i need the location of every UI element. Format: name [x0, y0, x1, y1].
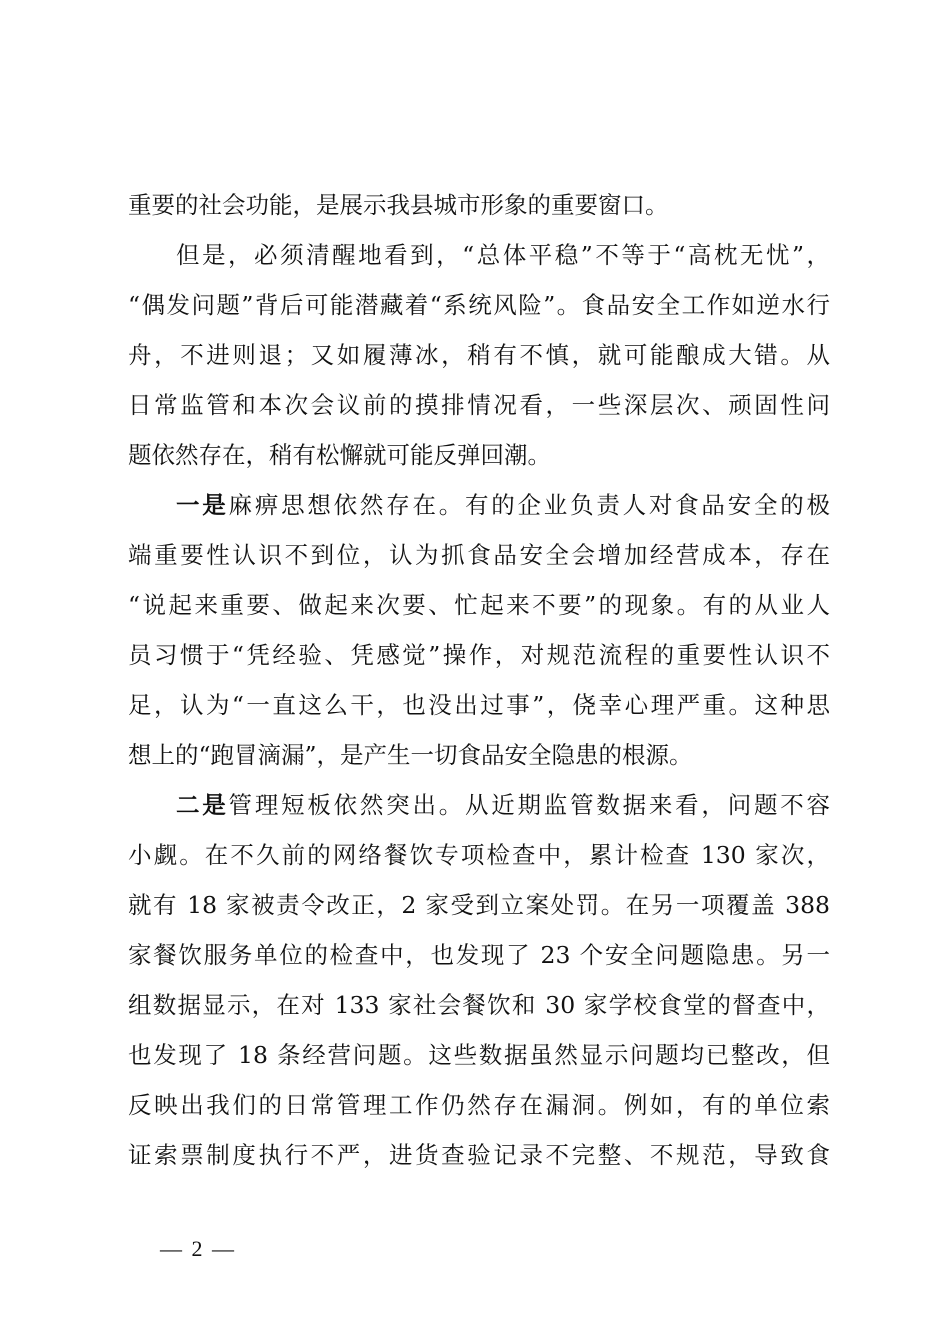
text-line — [128, 280, 830, 330]
line-text: 反映出我们的日常管理工作仍然存在漏洞。例如，有的单位索 — [128, 1091, 830, 1119]
line-text: 组数据显示，在对 133 家社会餐饮和 30 家学校食堂的督查中， — [128, 991, 830, 1019]
line-text: 端重要性认识不到位，认为抓食品安全会增加经营成本，存在 — [128, 541, 830, 569]
text-line — [128, 180, 830, 230]
line-text: 题依然存在，稍有松懈就可能反弹回潮。 — [128, 441, 551, 469]
text-line — [128, 780, 830, 830]
text-line — [128, 230, 830, 280]
line-text: 重要的社会功能，是展示我县城市形象的重要窗口。 — [128, 191, 669, 219]
line-text: 员习惯于“凭经验、凭感觉”操作，对规范流程的重要性认识不 — [128, 641, 830, 669]
line-text: “说起来重要、做起来次要、忙起来不要”的现象。有的从业人 — [128, 591, 830, 619]
line-text: 小觑。在不久前的网络餐饮专项检查中，累计检查 130 家次， — [128, 841, 830, 869]
text-line — [128, 680, 830, 730]
line-text: 但是，必须清醒地看到，“总体平稳”不等于“高枕无忧”， — [176, 241, 830, 269]
line-text: 麻痹思想依然存在。有的企业负责人对食品安全的极 — [228, 491, 831, 519]
line-text: 想上的“跑冒滴漏”，是产生一切食品安全隐患的根源。 — [128, 741, 693, 769]
line-text: 也发现了 18 条经营问题。这些数据虽然显示问题均已整改，但 — [128, 1041, 830, 1069]
paragraph — [128, 780, 830, 1180]
text-line — [128, 1080, 830, 1130]
line-text: “偶发问题”背后可能潜藏着“系统风险”。食品安全工作如逆水行 — [128, 291, 830, 319]
text-line — [128, 1130, 830, 1180]
line-text: 管理短板依然突出。从近期监管数据来看，问题不容 — [228, 791, 831, 819]
text-line — [128, 530, 830, 580]
line-text: 足，认为“一直这么干，也没出过事”，侥幸心理严重。这种思 — [128, 691, 830, 719]
paragraph — [128, 230, 830, 480]
text-line — [128, 730, 830, 780]
text-line — [128, 930, 830, 980]
line-text: 家餐饮服务单位的检查中，也发现了 23 个安全问题隐患。另一 — [128, 941, 830, 969]
document-body — [128, 180, 830, 1180]
text-line — [128, 630, 830, 680]
line-text: 就有 18 家被责令改正，2 家受到立案处罚。在另一项覆盖 388 — [128, 891, 830, 919]
paragraph — [128, 180, 830, 230]
text-line — [128, 430, 830, 480]
text-line — [128, 330, 830, 380]
text-line — [128, 480, 830, 530]
paragraph-lead: 二是 — [176, 791, 229, 819]
line-text: 日常监管和本次会议前的摸排情况看，一些深层次、顽固性问 — [128, 391, 830, 419]
text-line — [128, 980, 830, 1030]
text-line — [128, 830, 830, 880]
page-number: — 2 — — [160, 1236, 236, 1261]
paragraph-lead: 一是 — [176, 491, 229, 519]
text-line — [128, 380, 830, 430]
line-text: 证索票制度执行不严，进货查验记录不完整、不规范，导致食 — [128, 1141, 830, 1169]
text-line — [128, 1030, 830, 1080]
text-line — [128, 880, 830, 930]
line-text: 舟，不进则退；又如履薄冰，稍有不慎，就可能酿成大错。从 — [128, 341, 830, 369]
paragraph — [128, 480, 830, 780]
text-line — [128, 580, 830, 630]
